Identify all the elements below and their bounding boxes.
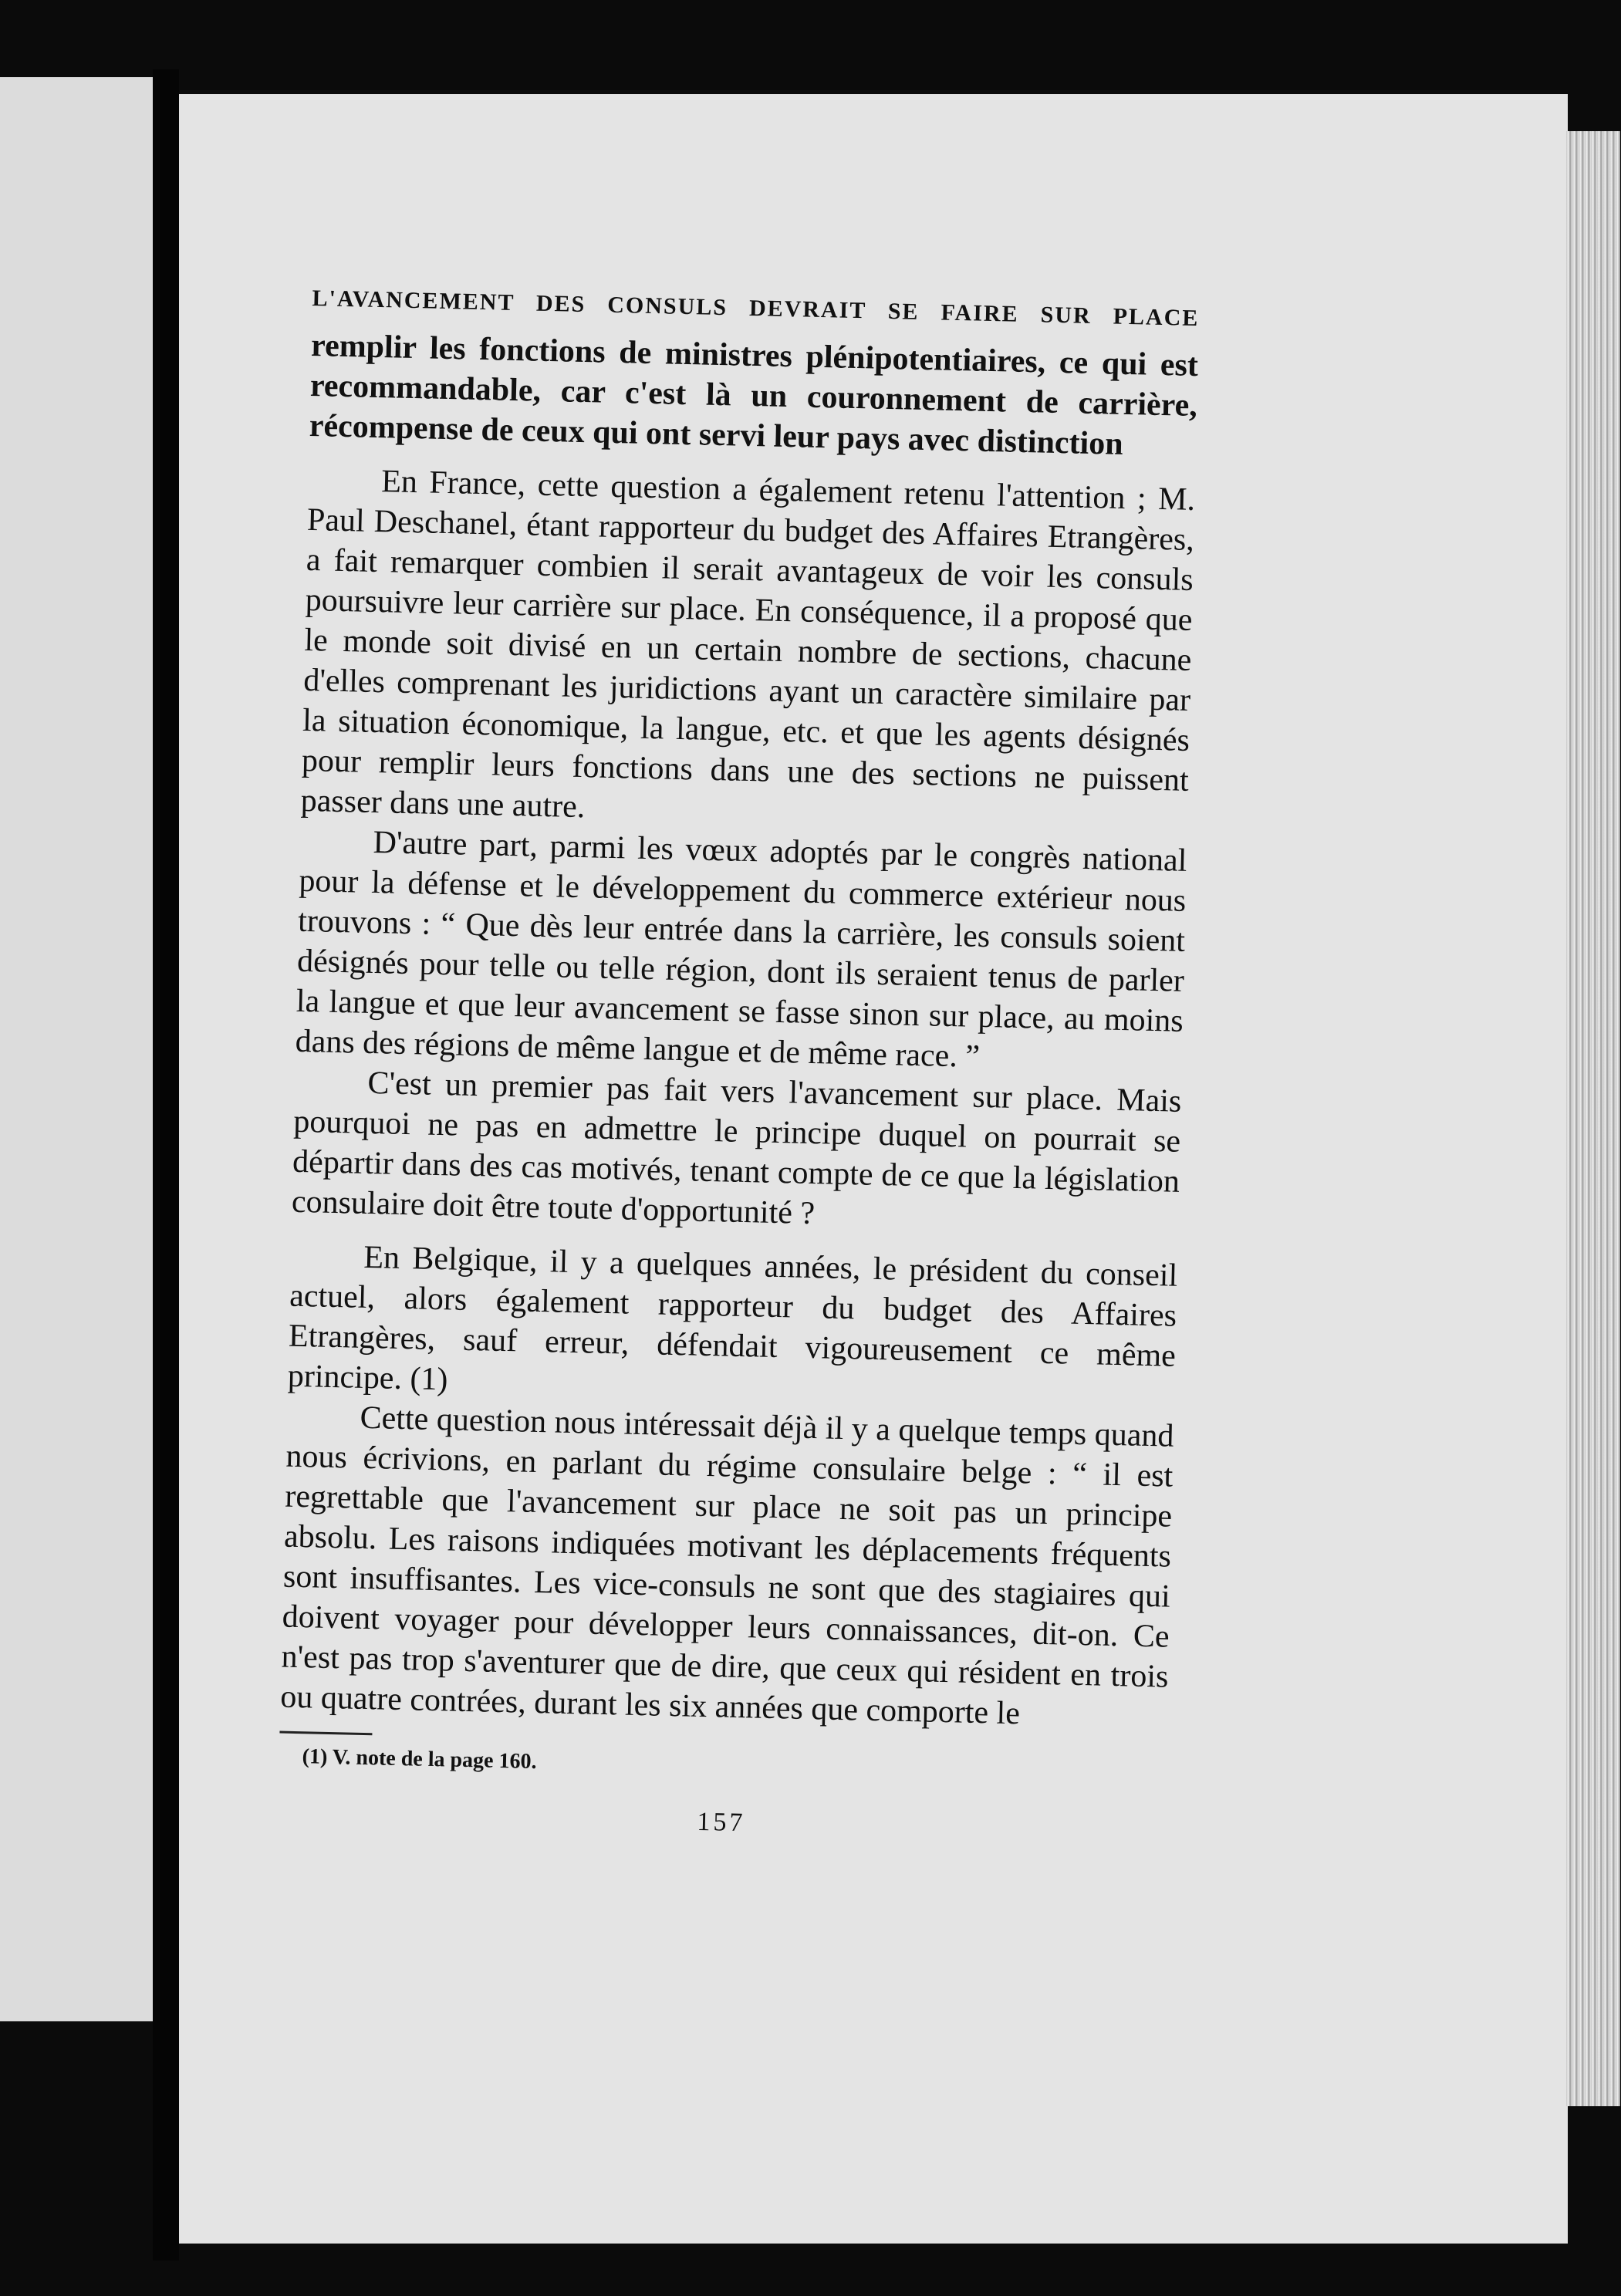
paragraph-continuation: remplir les fonctions de ministres plénipotentiaires, ce qui est recommandable, car c'est là un couronnement de carrière, récompense de ceux qui ont servi leur pays avec distinction [309, 327, 1199, 462]
facing-page-edge [0, 77, 155, 2021]
paragraph-belgique: En Belgique, il y a quelques années, le président du conseil actuel, alors également rapporteur du budget des Affaires Etrangères, sauf erreur, défendait vigoureusement ce même principe. (1) [287, 1239, 1178, 1398]
book-gutter [153, 69, 179, 2261]
footnote: (1) V. note de la page 160. [302, 1744, 537, 1774]
page-stack-edge [1566, 131, 1620, 2106]
paragraph-congres: D'autre part, parmi les vœux adoptés par le congrès national pour la défense et le développement du commerce extérieur nous trouvons : “ Que dès leur entrée dans la carrière, les consuls soient désignés pour telle ou telle région, dont ils seraient tenus de parler la langue et que leur avancement se fasse sinon sur place, au moins dans des régions de même langue et de même race. ” [295, 824, 1187, 1075]
paragraph-regime-consulaire: Cette question nous intéressait déjà il y a quelque temps quand nous écrivions, en parlant du régime consulaire belge : “ il est regrettable que l'avancement sur place ne soit pas un principe absolu. Les raisons indiquées motivant les déplacements fréquents sont insuffisantes. Les vice-consuls ne sont que des stagiaires qui doivent voyager pour développer leurs connaissances, dit-on. Ce n'est pas trop s'aventurer que de dire, que ceux qui résident en trois ou quatre contrées, durant les six années que comporte le [279, 1400, 1174, 1732]
body-text [280, 326, 1199, 1737]
footnote-rule [279, 1731, 372, 1736]
page-number: 157 [697, 1807, 746, 1838]
paragraph-france: En France, cette question a également retenu l'attention ; M. Paul Deschanel, étant rapporteur du budget des Affaires Etrangères, a fait remarquer combien il serait avantageux de voir les consuls poursuivre leur carrière sur place. En conséquence, il a proposé que le monde soit divisé en un certain nombre de sections, chacune d'elles comprenant les juridictions ayant un caractère similaire par la situation économique, la langue, etc. et que les agents désignés pour remplir leurs fonctions dans une des sections ne puissent passer dans une autre. [300, 464, 1196, 826]
running-head: L'AVANCEMENT DES CONSULS DEVRAIT SE FAIRE SUR PLACE [312, 285, 1200, 332]
page-text-block [278, 285, 1200, 1848]
paragraph-premier-pas: C'est un premier pas fait vers l'avancement sur place. Mais pourquoi ne pas en admettre le principe duquel on pourrait se départir dans des cas motivés, tenant compte de ce que la législation consulaire doit être toute d'opportunité ? [291, 1065, 1182, 1232]
